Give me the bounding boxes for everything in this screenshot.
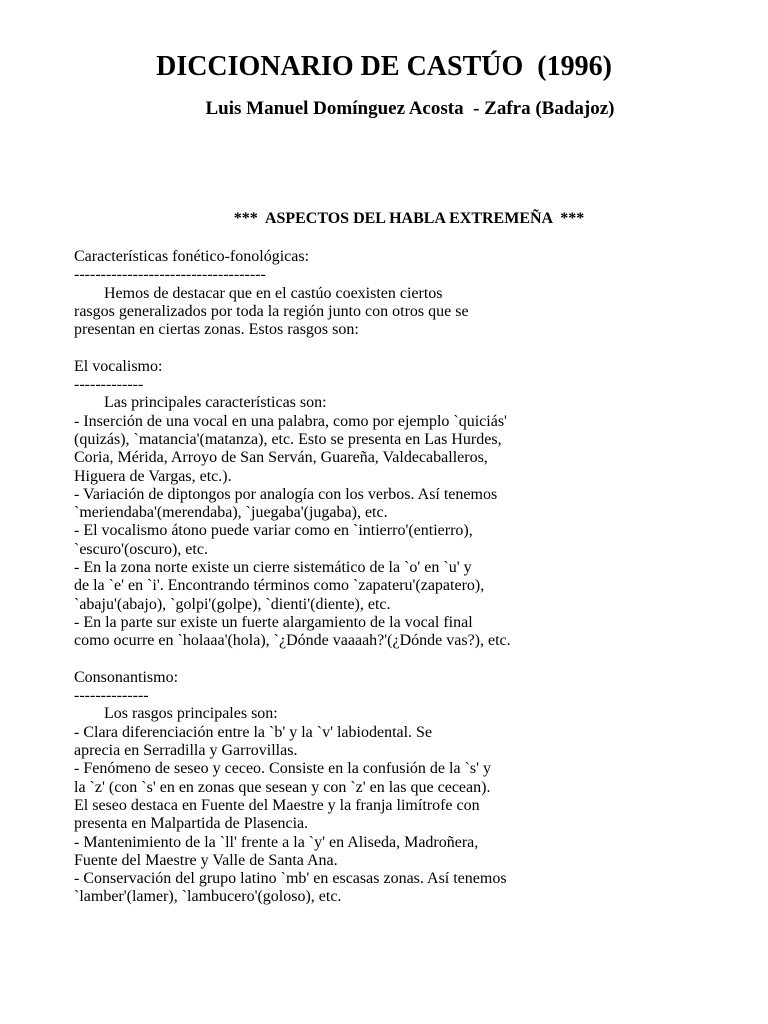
vocalismo-line: Higuera de Vargas, etc.). xyxy=(74,467,232,485)
consonantismo-line: - Mantenimiento de la `ll' frente a la `y' en Aliseda, Madroñera, xyxy=(74,833,479,851)
vocalismo-line: de la `e' en `i'. Encontrando términos como `zapateru'(zapatero), xyxy=(74,577,485,595)
consonantismo-lead: Los rasgos principales son: xyxy=(104,705,278,723)
consonantismo-line: `lamber'(lamer), `lambucero'(goloso), etc. xyxy=(74,888,342,906)
intro-line: Hemos de destacar que en el castúo coexisten ciertos xyxy=(104,284,443,302)
intro-rule: ------------------------------------ xyxy=(74,266,266,284)
vocalismo-line: `abaju'(abajo), `golpi'(golpe), `dienti'(diente), etc. xyxy=(74,595,391,613)
vocalismo-line: - En la parte sur existe un fuerte alargamiento de la vocal final xyxy=(74,613,473,631)
document-title: DICCIONARIO DE CASTÚO (1996) xyxy=(156,51,612,82)
vocalismo-line: - Inserción de una vocal en una palabra, como por ejemplo `quiciás' xyxy=(74,412,507,430)
vocalismo-line: `escuro'(oscuro), etc. xyxy=(74,540,208,558)
section-heading: *** ASPECTOS DEL HABLA EXTREMEÑA *** xyxy=(233,210,585,227)
vocalismo-line: (quizás), `matancia'(matanza), etc. Esto se presenta en Las Hurdes, xyxy=(74,430,502,448)
consonantismo-heading: Consonantismo: xyxy=(74,668,179,686)
intro-heading: Características fonético-fonológicas: xyxy=(74,248,310,265)
consonantismo-line: la `z' (con `s' en en zonas que sesean y con `z' en las que cecean). xyxy=(74,778,491,796)
intro-line: rasgos generalizados por toda la región junto con otros que se xyxy=(74,302,469,320)
vocalismo-rule: ------------- xyxy=(74,376,144,394)
consonantismo-line: aprecia en Serradilla y Garrovillas. xyxy=(74,742,298,760)
vocalismo-line: Coria, Mérida, Arroyo de San Serván, Guareña, Valdecaballeros, xyxy=(74,449,488,467)
consonantismo-line: - Fenómeno de seseo y ceceo. Consiste en la confusión de la `s' y xyxy=(74,760,491,778)
vocalismo-line: - En la zona norte existe un cierre sistemático de la `o' en `u' y xyxy=(74,559,472,577)
consonantismo-line: - Conservación del grupo latino `mb' en escasas zonas. Así tenemos xyxy=(74,870,507,888)
author-line-container xyxy=(0,96,768,122)
vocalismo-line: como ocurre en `holaaa'(hola), `¿Dónde vaaaah?'(¿Dónde vas?), etc. xyxy=(74,632,511,650)
paragraph-gap xyxy=(74,651,754,669)
consonantismo-rule: -------------- xyxy=(74,687,149,705)
consonantismo-line: presenta en Malpartida de Plasencia. xyxy=(74,815,309,833)
consonantismo-line: El seseo destaca en Fuente del Maestre y la franja limítrofe con xyxy=(74,796,480,814)
body-text xyxy=(74,248,754,907)
consonantismo-line: Fuente del Maestre y Valle de Santa Ana. xyxy=(74,851,338,869)
consonantismo-line: - Clara diferenciación entre la `b' y la `v' labiodental. Se xyxy=(74,723,433,741)
vocalismo-line: - El vocalismo átono puede variar como en `intierro'(entierro), xyxy=(74,522,473,540)
intro-line: presentan en ciertas zonas. Estos rasgos son: xyxy=(74,321,359,339)
vocalismo-heading: El vocalismo: xyxy=(74,357,163,375)
vocalismo-lead: Las principales características son: xyxy=(104,394,327,412)
vocalismo-line: - Variación de diptongos por analogía con los verbos. Así tenemos xyxy=(74,485,498,503)
author-line: Luis Manuel Domínguez Acosta - Zafra (Badajoz) xyxy=(205,98,615,119)
vocalismo-line: `meriendaba'(merendaba), `juegaba'(jugaba), etc. xyxy=(74,504,388,522)
paragraph-gap xyxy=(74,339,754,357)
